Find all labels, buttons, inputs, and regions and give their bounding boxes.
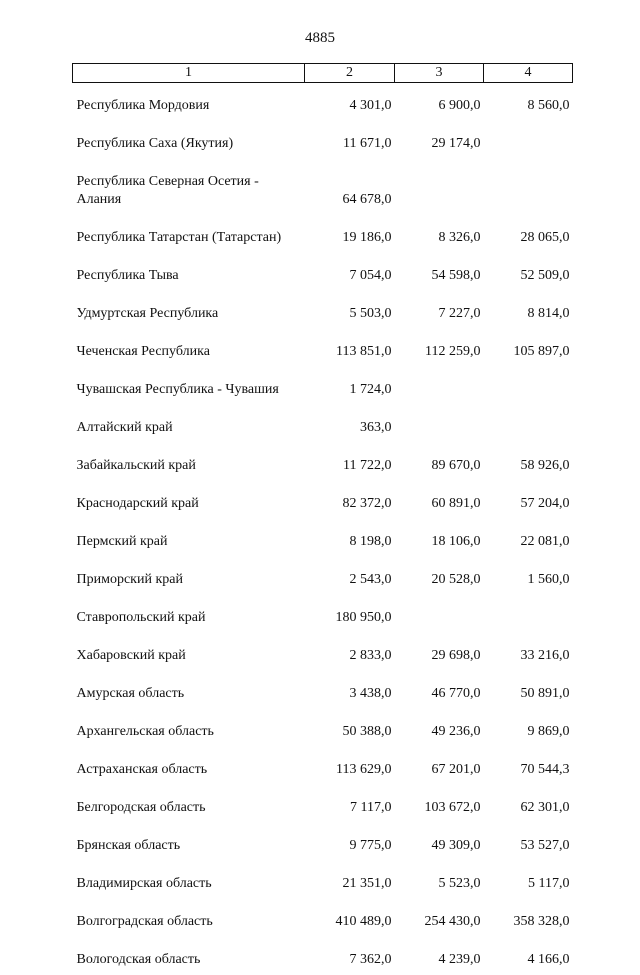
value-col2-cell: 11 671,0 [305,121,395,159]
value-col4-cell [484,405,573,443]
value-col3-cell [395,159,484,215]
table-row [73,215,573,253]
value-col2-cell: 2 833,0 [305,633,395,671]
value-col4-cell: 57 204,0 [484,481,573,519]
region-name-cell: Забайкальский край [73,443,305,481]
value-col3-cell: 103 672,0 [395,785,484,823]
value-col3-cell: 8 326,0 [395,215,484,253]
value-col3-cell: 20 528,0 [395,557,484,595]
value-col2-cell: 8 198,0 [305,519,395,557]
value-col4-cell: 50 891,0 [484,671,573,709]
table-row [73,405,573,443]
header-row [73,64,573,83]
table-row [73,633,573,671]
table-row [73,671,573,709]
value-col4-cell: 70 544,3 [484,747,573,785]
value-col4-cell: 1 560,0 [484,557,573,595]
region-name-cell: Ставропольский край [73,595,305,633]
table-row [73,367,573,405]
value-col2-cell: 4 301,0 [305,83,395,122]
value-col4-cell: 358 328,0 [484,899,573,937]
value-col3-cell: 7 227,0 [395,291,484,329]
table-row [73,159,573,215]
region-name-cell: Чувашская Республика - Чувашия [73,367,305,405]
value-col4-cell [484,159,573,215]
value-col4-cell: 33 216,0 [484,633,573,671]
table-row [73,785,573,823]
value-col4-cell: 9 869,0 [484,709,573,747]
value-col2-cell: 82 372,0 [305,481,395,519]
table-header [73,64,573,83]
region-name-cell: Республика Саха (Якутия) [73,121,305,159]
value-col4-cell: 5 117,0 [484,861,573,899]
value-col3-cell: 18 106,0 [395,519,484,557]
column-header-2: 2 [305,64,395,83]
table-row [73,83,573,122]
value-col2-cell: 21 351,0 [305,861,395,899]
value-col4-cell [484,595,573,633]
value-col2-cell: 5 503,0 [305,291,395,329]
value-col2-cell: 11 722,0 [305,443,395,481]
table-row [73,557,573,595]
region-name-cell: Амурская область [73,671,305,709]
value-col4-cell: 4 166,0 [484,937,573,975]
value-col3-cell: 5 523,0 [395,861,484,899]
value-col3-cell: 67 201,0 [395,747,484,785]
value-col4-cell [484,121,573,159]
table-row [73,121,573,159]
region-name-cell: Республика Мордовия [73,83,305,122]
value-col3-cell: 60 891,0 [395,481,484,519]
region-name-cell: Белгородская область [73,785,305,823]
value-col2-cell: 7 117,0 [305,785,395,823]
value-col4-cell: 52 509,0 [484,253,573,291]
table-row [73,443,573,481]
region-name-cell: Астраханская область [73,747,305,785]
table-row [73,861,573,899]
value-col2-cell: 19 186,0 [305,215,395,253]
value-col2-cell: 180 950,0 [305,595,395,633]
value-col3-cell: 6 900,0 [395,83,484,122]
value-col2-cell: 410 489,0 [305,899,395,937]
value-col3-cell: 49 236,0 [395,709,484,747]
table-row [73,709,573,747]
value-col2-cell: 113 629,0 [305,747,395,785]
region-name-cell: Удмуртская Республика [73,291,305,329]
value-col2-cell: 64 678,0 [305,159,395,215]
region-name-cell: Чеченская Республика [73,329,305,367]
column-header-1: 1 [73,64,305,83]
value-col2-cell: 363,0 [305,405,395,443]
region-name-cell: Волгоградская область [73,899,305,937]
region-name-cell: Республика Татарстан (Татарстан) [73,215,305,253]
region-name-cell: Архангельская область [73,709,305,747]
value-col4-cell: 8 560,0 [484,83,573,122]
value-col4-cell: 105 897,0 [484,329,573,367]
region-name-cell: Пермский край [73,519,305,557]
region-name-cell: Вологодская область [73,937,305,975]
value-col3-cell: 54 598,0 [395,253,484,291]
value-col3-cell: 29 174,0 [395,121,484,159]
table-row [73,595,573,633]
region-name-cell: Владимирская область [73,861,305,899]
value-col3-cell [395,367,484,405]
table-row [73,291,573,329]
value-col2-cell: 7 054,0 [305,253,395,291]
region-name-cell: Брянская область [73,823,305,861]
value-col3-cell: 49 309,0 [395,823,484,861]
value-col2-cell: 113 851,0 [305,329,395,367]
value-col3-cell [395,405,484,443]
value-col4-cell: 53 527,0 [484,823,573,861]
value-col2-cell: 9 775,0 [305,823,395,861]
value-col4-cell: 28 065,0 [484,215,573,253]
value-col3-cell: 46 770,0 [395,671,484,709]
value-col3-cell: 254 430,0 [395,899,484,937]
column-header-3: 3 [395,64,484,83]
region-name-cell: Республика Тыва [73,253,305,291]
value-col3-cell: 89 670,0 [395,443,484,481]
value-col4-cell: 8 814,0 [484,291,573,329]
value-col4-cell [484,367,573,405]
table-row [73,481,573,519]
region-name-cell: Алтайский край [73,405,305,443]
table-row [73,329,573,367]
value-col2-cell: 50 388,0 [305,709,395,747]
value-col4-cell: 58 926,0 [484,443,573,481]
value-col4-cell: 22 081,0 [484,519,573,557]
table-row [73,823,573,861]
region-name-cell: Республика Северная Осетия - Алания [73,159,305,215]
column-header-4: 4 [484,64,573,83]
value-col3-cell [395,595,484,633]
region-name-cell: Хабаровский край [73,633,305,671]
table-body [73,83,573,975]
page-number: 4885 [0,30,640,47]
table-row [73,519,573,557]
value-col2-cell: 1 724,0 [305,367,395,405]
table-row [73,253,573,291]
value-col2-cell: 3 438,0 [305,671,395,709]
value-col4-cell: 62 301,0 [484,785,573,823]
value-col3-cell: 29 698,0 [395,633,484,671]
region-name-cell: Краснодарский край [73,481,305,519]
value-col2-cell: 2 543,0 [305,557,395,595]
table-row [73,937,573,975]
value-col2-cell: 7 362,0 [305,937,395,975]
value-col3-cell: 112 259,0 [395,329,484,367]
table-row [73,747,573,785]
budget-table [72,63,573,975]
region-name-cell: Приморский край [73,557,305,595]
value-col3-cell: 4 239,0 [395,937,484,975]
